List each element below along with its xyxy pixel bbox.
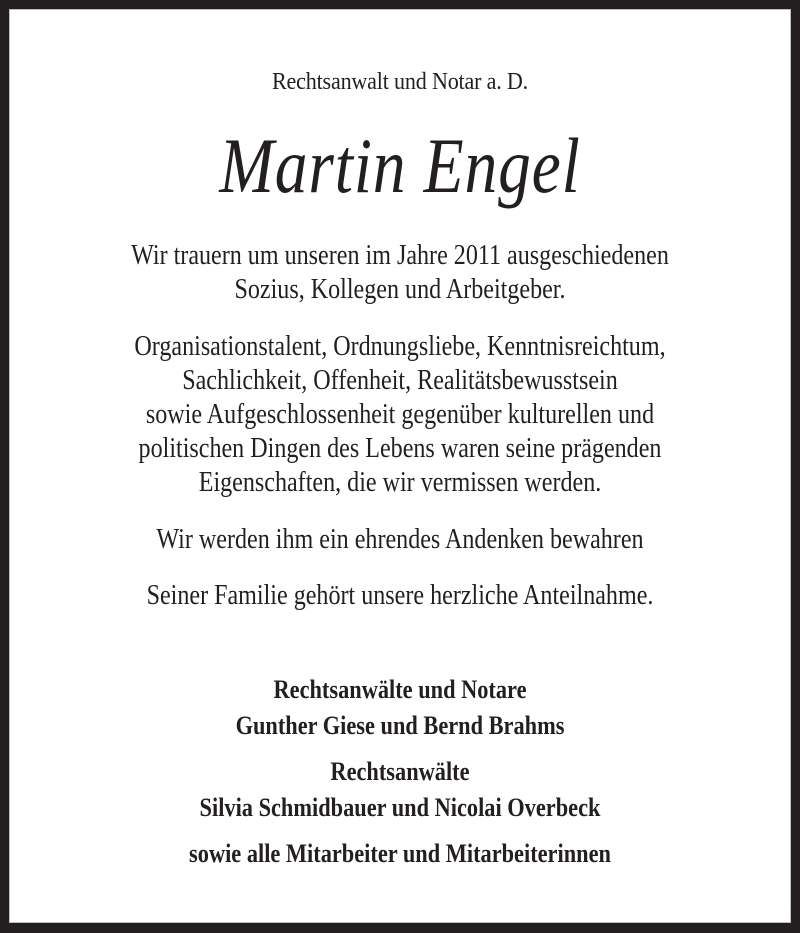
- signatory-line: Silvia Schmidbauer und Nicolai Overbeck: [199, 793, 601, 822]
- paragraph-line: Sachlichkeit, Offenheit, Realitätsbewusstsein: [182, 365, 618, 396]
- obituary-notice: [9, 9, 791, 923]
- paragraph-line: politischen Dingen des Lebens waren seine prägenden: [138, 433, 662, 464]
- paragraph-line: Eigenschaften, die wir vermissen werden.: [198, 467, 602, 498]
- paragraph-line: Sozius, Kollegen und Arbeitgeber.: [234, 274, 566, 305]
- paragraph-line: Wir werden ihm ein ehrendes Andenken bewahren: [156, 524, 644, 555]
- signatory-line: Gunther Giese und Bernd Brahms: [235, 711, 565, 740]
- signatory-line: sowie alle Mitarbeiter und Mitarbeiterinnen: [189, 839, 611, 868]
- paragraph-line: sowie Aufgeschlossenheit gegenüber kulturellen und: [145, 399, 655, 430]
- paragraph-line: Seiner Familie gehört unsere herzliche Anteilnahme.: [146, 580, 654, 611]
- paragraph-line: Organisationstalent, Ordnungsliebe, Kenntnisreichtum,: [134, 331, 666, 362]
- title-prefix: Rechtsanwalt und Notar a. D.: [271, 69, 529, 95]
- paragraph-line: Wir trauern um unseren im Jahre 2011 ausgeschiedenen: [131, 240, 669, 271]
- signatory-line: Rechtsanwälte und Notare: [273, 675, 527, 704]
- deceased-name: Martin Engel: [219, 122, 581, 209]
- signatory-line: Rechtsanwälte: [330, 757, 470, 786]
